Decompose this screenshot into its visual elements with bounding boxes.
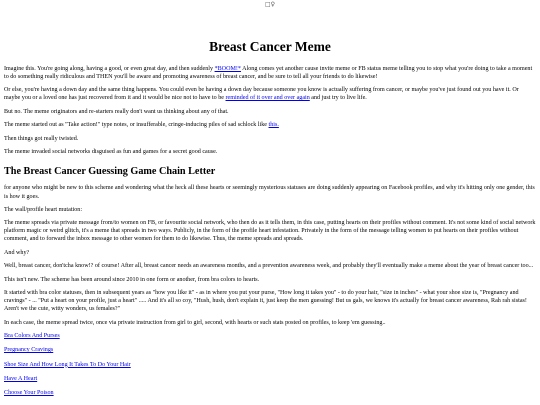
section-heading: The Breast Cancer Guessing Game Chain Letter [4, 166, 216, 178]
intro-paragraph-5: Then things got really twisted. [4, 135, 79, 142]
link-have-a-heart[interactable]: Have A Heart [4, 375, 38, 382]
section-paragraph-6: This isn't new. The scheme has been around since 2010 in one form or another, from bra colors to hearts. [4, 276, 260, 283]
page-title: Breast Cancer Meme [209, 39, 331, 54]
link-choose-your-poison[interactable]: Choose Your Poison [4, 390, 54, 397]
related-links [4, 332, 536, 397]
intro-paragraph-6: The meme invaded social networks disguised as fun and games for a secret good cause. [4, 148, 218, 155]
section-paragraph-1: for anyone who might be new to this scheme and wondering what the heck all these hearts or seemingly mysterious statuses are doing suddenly appearing on Facebook profiles, and why it's hitting only one gender, this is how it goes. [4, 185, 535, 200]
section-paragraph-7: It started with bra color statuses, then in subsequent years as "how you like it" - as in where you put your purse, "How long it takes you" - to do your hair, "size in inches" - what your shoe size is, "Pregnancy and cravings" - ... "Put a heart on your profile, just a heart" ..... And it's all so coy, "Hush, hush, don't explain it, just keep the men guessing! But us gals, we knows it's actually for breast cancer awareness, Rah rah sistas! Aren't we the cute, witty wonders, us females?" [4, 290, 527, 313]
intro-text: Imagine this. You're going along, having a good, or even great day, and then suddenly [4, 65, 215, 72]
link-bra-colors[interactable]: Bra Colors And Purses [4, 333, 60, 339]
intro-paragraph-3: But no. The meme originators and re-starters really don't want us thinking about any of that. [4, 108, 229, 115]
site-logo-icon: □♀ [264, 1, 276, 8]
link-shoe-size[interactable]: Shoe Size And How Long It Takes To Do Your Hair [4, 361, 131, 368]
intro-paragraph-1 [4, 65, 536, 81]
intro-paragraph-4 [4, 121, 536, 129]
section-paragraph-4: And why? [4, 249, 30, 256]
section-paragraph-3: The meme spreads via private message from/to women on FB, or favourite social network, who then do as it tells them, in this case, putting hearts on their profiles without comment. It's not some kind of social network platform magic or weird glitch, it's a meme that spreads in two ways. Publicly, in the form of the profile heart infestation. Privately in the form of the message telling women to put hearts on their profiles without comment, and to forward the inbox message to other women for them to do likewise. Thus, the meme spreads and spreads. [4, 220, 536, 243]
this-link[interactable]: this. [268, 122, 279, 129]
section-paragraph-5: Well, breast cancer, don'tcha know!? of course! After all, breast cancer needs an awareness months, and a prevention awareness week, and probably they'll eventually make a meme about the year of breast cancer too... [4, 263, 534, 270]
link-pregnancy-cravings[interactable]: Pregnancy Cravings [4, 347, 54, 354]
intro-text: Or else, you're having a down day and the same thing happens. You could even be having a down day because someone you know is actually suffering from cancer, or maybe you've just found out you have it. Or maybe you or a loved one has just recovered from it and it would be nice not to have to be [4, 87, 519, 102]
section-paragraph-8: In each case, the meme spread twice, once via private instruction from girl to girl, second, with hearts or such stats posted on profiles, to keep 'em guessing.. [4, 319, 386, 326]
intro-text: The meme started out as "Take action!" type notes, or insufferable, cringe-inducing piles of sad schlock like [4, 122, 269, 129]
reminded-link[interactable]: reminded of it over and over again [225, 95, 310, 102]
intro-text: and just try to live life. [309, 95, 367, 102]
section-paragraph-2: The wall/profile heart mutation: [4, 206, 83, 213]
intro-text: Along comes yet another cause invite meme or FB status meme telling you to stop what you're doing to take a moment to do something really ridiculous and THEN you'll be aware and promoting awareness of breast cancer, and be sure to tell all your friends to do likewise! [4, 65, 533, 80]
intro-paragraph-2 [4, 86, 536, 102]
boom-link[interactable]: *BOOM!* [214, 65, 241, 72]
